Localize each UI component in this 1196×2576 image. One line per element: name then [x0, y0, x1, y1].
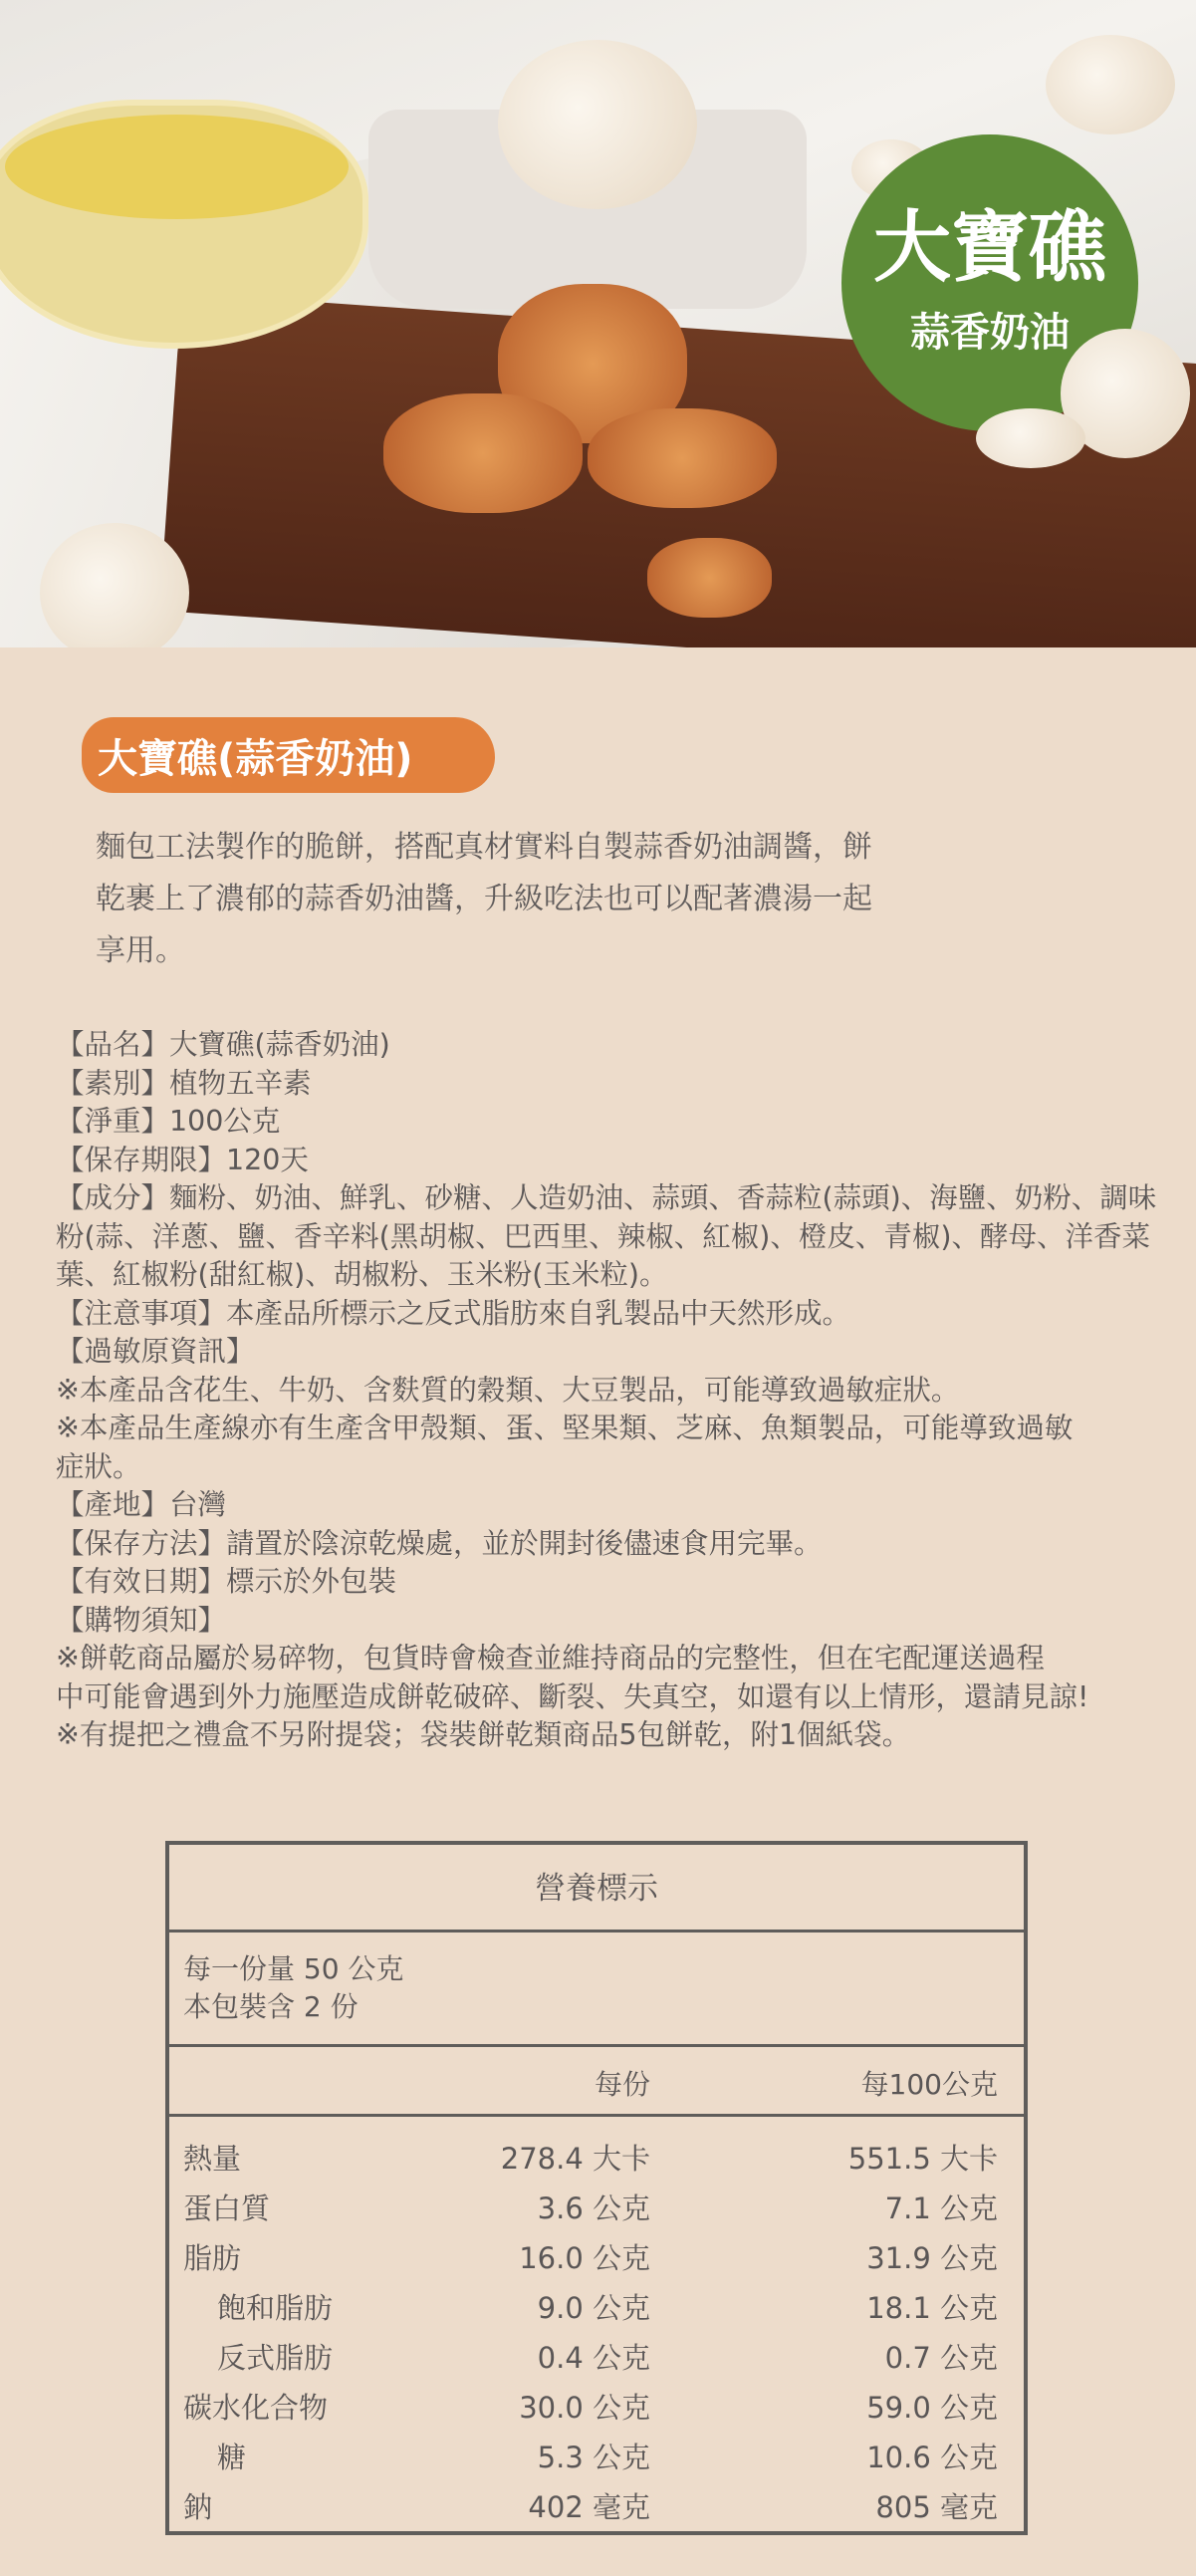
product-description [96, 822, 1042, 977]
servings-per-package: 本包裝含 2 份 [183, 1990, 359, 2023]
nutrient-name: 碳水化合物 [183, 2391, 329, 2425]
per-serving-value: 9.0 公克 [537, 2291, 650, 2325]
info-line: 葉、紅椒粉(甜紅椒)、胡椒粉、玉米粉(玉米粒)。 [56, 1258, 668, 1291]
info-line: ※餅乾商品屬於易碎物，包貨時會檢查並維持商品的完整性，但在宅配運送過程 [56, 1642, 1045, 1674]
nutrition-row [169, 2117, 1024, 2176]
nutrition-row [169, 2465, 1024, 2524]
nutrient-name: 脂肪 [183, 2241, 242, 2275]
per-serving-value: 3.6 公克 [537, 2191, 650, 2225]
info-line: ※有提把之禮盒不另附提袋；袋裝餅乾類商品5包餅乾，附1個紙袋。 [56, 1718, 911, 1751]
per-100g-value: 805 毫克 [875, 2490, 998, 2524]
info-line: 粉(蒜、洋蔥、鹽、香辛料(黑胡椒、巴西里、辣椒、紅椒)、橙皮、青椒)、酵母、洋香菜 [56, 1219, 1150, 1253]
cracker [647, 538, 772, 618]
nutrition-row [169, 2316, 1024, 2375]
badge-subtitle: 蒜香奶油 [910, 309, 1070, 356]
cracker [588, 408, 777, 508]
nutrition-row [169, 2167, 1024, 2225]
per-serving-value: 30.0 公克 [519, 2391, 650, 2425]
per-100g-value: 31.9 公克 [866, 2241, 998, 2275]
nutrition-rows [169, 2117, 1024, 2524]
info-line: 中可能會遇到外力施壓造成餅乾破碎、斷裂、失真空，如還有以上情形，還請見諒! [56, 1679, 1089, 1713]
nutrition-title: 營養標示 [169, 1845, 1024, 1932]
info-line: ※本產品含花生、牛奶、含麩質的穀類、大豆製品，可能導致過敏症狀。 [56, 1373, 960, 1407]
product-info [56, 1026, 1171, 1755]
info-line: 【成分】麵粉、奶油、鮮乳、砂糖、人造奶油、蒜頭、香蒜粒(蒜頭)、海鹽、奶粉、調味 [56, 1181, 1157, 1214]
per-serving-value: 16.0 公克 [519, 2241, 650, 2275]
per-100g-value: 18.1 公克 [866, 2291, 998, 2325]
nutrient-name: 糖 [217, 2441, 247, 2474]
serving-size: 每一份量 50 公克 [183, 1952, 404, 1985]
info-line: 【素別】植物五辛素 [56, 1066, 312, 1100]
info-line: 【產地】台灣 [56, 1488, 227, 1521]
info-line: 【注意事項】本產品所標示之反式脂肪來自乳製品中天然形成。 [56, 1296, 851, 1330]
per-100g-value: 0.7 公克 [884, 2341, 998, 2375]
nutrient-name: 鈉 [183, 2490, 213, 2524]
nutrition-row [169, 2416, 1024, 2474]
info-line: 【淨重】100公克 [56, 1105, 281, 1138]
description-line: 享用。 [96, 933, 185, 968]
nutrition-header [169, 2047, 1024, 2117]
per-serving-value: 0.4 公克 [537, 2341, 650, 2375]
nutrient-name: 飽和脂肪 [217, 2291, 334, 2325]
nutrition-row [169, 2216, 1024, 2275]
info-line: 【有效日期】標示於外包裝 [56, 1565, 397, 1598]
per-100g-value: 551.5 大卡 [847, 2142, 998, 2176]
garlic-clove-icon [1046, 35, 1175, 134]
per-serving-value: 278.4 大卡 [500, 2142, 650, 2176]
serving-info [169, 1932, 1024, 2047]
roasted-garlic [498, 40, 697, 209]
nutrition-row [169, 2366, 1024, 2425]
col-per-serving: 每份 [594, 2068, 650, 2101]
col-per-100g: 每100公克 [860, 2068, 998, 2101]
description-line: 乾裹上了濃郁的蒜香奶油醬，升級吃法也可以配著濃湯一起 [96, 882, 872, 916]
description-line: 麵包工法製作的脆餅，搭配真材實料自製蒜香奶油調醬，餅 [96, 830, 872, 865]
info-line: ※本產品生產線亦有生產含甲殼類、蛋、堅果類、芝麻、魚類製品，可能導致過敏 [56, 1412, 1074, 1444]
garlic-clove-icon [976, 408, 1085, 468]
per-100g-value: 59.0 公克 [866, 2391, 998, 2425]
cracker [383, 393, 583, 513]
nutrient-name: 蛋白質 [183, 2191, 271, 2225]
info-line: 【保存方法】請置於陰涼乾燥處，並於開封後儘速食用完畢。 [56, 1526, 823, 1560]
soup [5, 115, 349, 219]
info-line: 【保存期限】120天 [56, 1143, 309, 1176]
nutrient-name: 反式脂肪 [217, 2341, 334, 2375]
hero-product-photo [0, 0, 1196, 647]
info-line: 【品名】大寶礁(蒜香奶油) [56, 1028, 390, 1061]
per-serving-value: 402 毫克 [528, 2490, 650, 2524]
nutrient-name: 熱量 [183, 2142, 242, 2176]
info-line: 症狀。 [56, 1449, 141, 1483]
info-line: 【購物須知】 [56, 1603, 227, 1637]
badge-title: 大寶礁 [872, 202, 1106, 293]
nutrition-row [169, 2266, 1024, 2325]
per-100g-value: 10.6 公克 [866, 2441, 998, 2474]
info-line: 【過敏原資訊】 [56, 1335, 255, 1368]
per-serving-value: 5.3 公克 [537, 2441, 650, 2474]
per-100g-value: 7.1 公克 [884, 2191, 998, 2225]
product-title: 大寶礁(蒜香奶油) [82, 717, 495, 793]
nutrition-table [165, 1841, 1028, 2535]
